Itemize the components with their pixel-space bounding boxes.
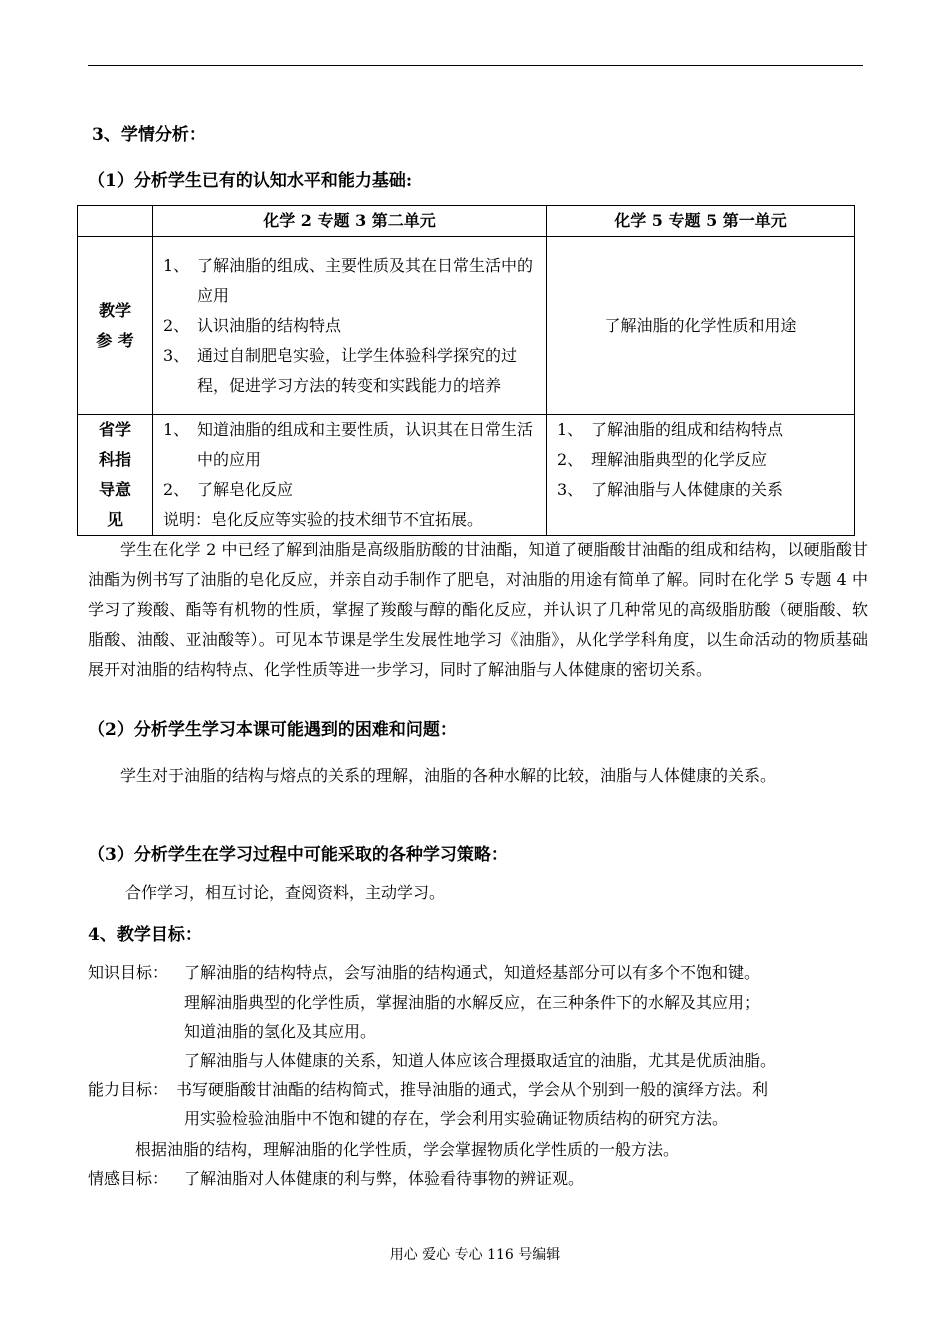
col2-header: 化学 5 专题 5 第一单元 — [547, 206, 855, 237]
knowledge-line: 了解油脂的结构特点，会写油脂的结构通式，知道烃基部分可以有多个不饱和键。 — [184, 963, 761, 982]
list-item: 2、 理解油脂典型的化学反应 — [557, 450, 768, 469]
list-item: 3、 通过自制肥皂实验，让学生体验科学探究的过程，促进学习方法的转变和实践能力的培养 — [163, 345, 518, 395]
analysis-paragraph: 学生在化学 2 中已经了解到油脂是高级脂肪酸的甘油酯，知道了硬脂酸甘油酯的组成和结构，以硬脂酸甘油酯为例书写了油脂的皂化反应，并亲自动手制作了肥皂，对油脂的用途有简单了解。同时在化学 5 专题 4 中学习了羧酸、酯等有机物的性质，掌握了羧酸与醇的酯化反应，并认识了几种常见的高级脂肪酸（硬脂酸、软脂酸、油酸、亚油酸等）。可见本节课是学生发展性地学习《油脂》，从化学学科角度，以生命活动的物质基础展开对油脂的结构特点、化学性质等进一步学习，同时了解油脂与人体健康的密切关系。 — [88, 540, 868, 679]
list-item: 3、 了解油脂与人体健康的关系 — [557, 480, 784, 499]
section-3-2-title: （2）分析学生学习本课可能遇到的困难和问题： — [88, 720, 457, 740]
knowledge-line: 理解油脂典型的化学性质，掌握油脂的水解反应，在三种条件下的水解及其应用； — [184, 993, 761, 1012]
ability-line: 根据油脂的结构，理解油脂的化学性质，学会掌握物质化学性质的一般方法。 — [135, 1140, 680, 1159]
list-item: 1、 知道油脂的组成和主要性质，认识其在日常生活中的应用 — [163, 420, 534, 469]
ability-line: 书写硬脂酸甘油酯的结构简式，推导油脂的通式，学会从个别到一般的演绎方法。利 — [176, 1080, 769, 1099]
ability-line: 用实验检验油脂中不饱和键的存在，学会利用实验确证物质结构的研究方法。 — [184, 1109, 729, 1128]
knowledge-line: 了解油脂与人体健康的关系，知道人体应该合理摄取适宜的油脂，尤其是优质油脂。 — [184, 1051, 777, 1070]
section-4-title: 4、教学目标： — [88, 925, 202, 945]
row-head-line: 参 考 — [96, 330, 134, 350]
table-row — [78, 237, 855, 415]
row2-col2-cell — [547, 415, 855, 536]
row-head-provincial-guidance — [78, 415, 153, 536]
row1-col1-cell — [153, 237, 547, 415]
table-row — [78, 415, 855, 536]
section-3-1-title: （1）分析学生已有的认知水平和能力基础: — [88, 171, 413, 191]
table-note: 说明：皂化反应等实验的技术细节不宜拓展。 — [163, 510, 484, 529]
row-head-line: 教学 — [98, 300, 131, 320]
section-3-title: 3、学情分析： — [92, 125, 206, 145]
ability-label: 能力目标： — [88, 1080, 169, 1099]
page-footer: 用心 爱心 专心 116 号编辑 — [389, 1247, 561, 1263]
section-3-3-title: （3）分析学生在学习过程中可能采取的各种学习策略： — [88, 845, 508, 865]
table-corner-cell — [78, 206, 153, 237]
comparison-table — [77, 205, 855, 536]
section-3-3-text: 合作学习，相互讨论，查阅资料，主动学习。 — [125, 883, 446, 902]
emotion-label: 情感目标： — [88, 1169, 169, 1188]
knowledge-label: 知识目标： — [88, 963, 169, 982]
col1-header: 化学 2 专题 3 第二单元 — [153, 206, 547, 237]
row1-col2-cell: 了解油脂的化学性质和用途 — [547, 237, 855, 415]
emotion-line: 了解油脂对人体健康的利与弊，体验看待事物的辨证观。 — [184, 1169, 585, 1188]
knowledge-line: 知道油脂的氢化及其应用。 — [184, 1022, 377, 1041]
list-item: 1、 了解油脂的组成和结构特点 — [557, 420, 784, 439]
table-header-row — [78, 206, 855, 237]
row-head-teaching-reference — [78, 237, 153, 415]
list-item: 1、 了解油脂的组成、主要性质及其在日常生活中的应用 — [163, 255, 534, 305]
list-item: 2、 认识油脂的结构特点 — [163, 315, 342, 335]
row-head-line: 科指 — [98, 450, 131, 469]
row-head-line: 省学 — [98, 420, 131, 439]
row-head-line: 导意 — [98, 480, 131, 499]
list-item: 2、 了解皂化反应 — [163, 480, 294, 499]
row2-col1-cell — [153, 415, 547, 536]
section-3-2-text: 学生对于油脂的结构与熔点的关系的理解，油脂的各种水解的比较，油脂与人体健康的关系。 — [120, 766, 777, 785]
row-head-line: 见 — [106, 510, 123, 529]
header-rule — [88, 65, 863, 66]
